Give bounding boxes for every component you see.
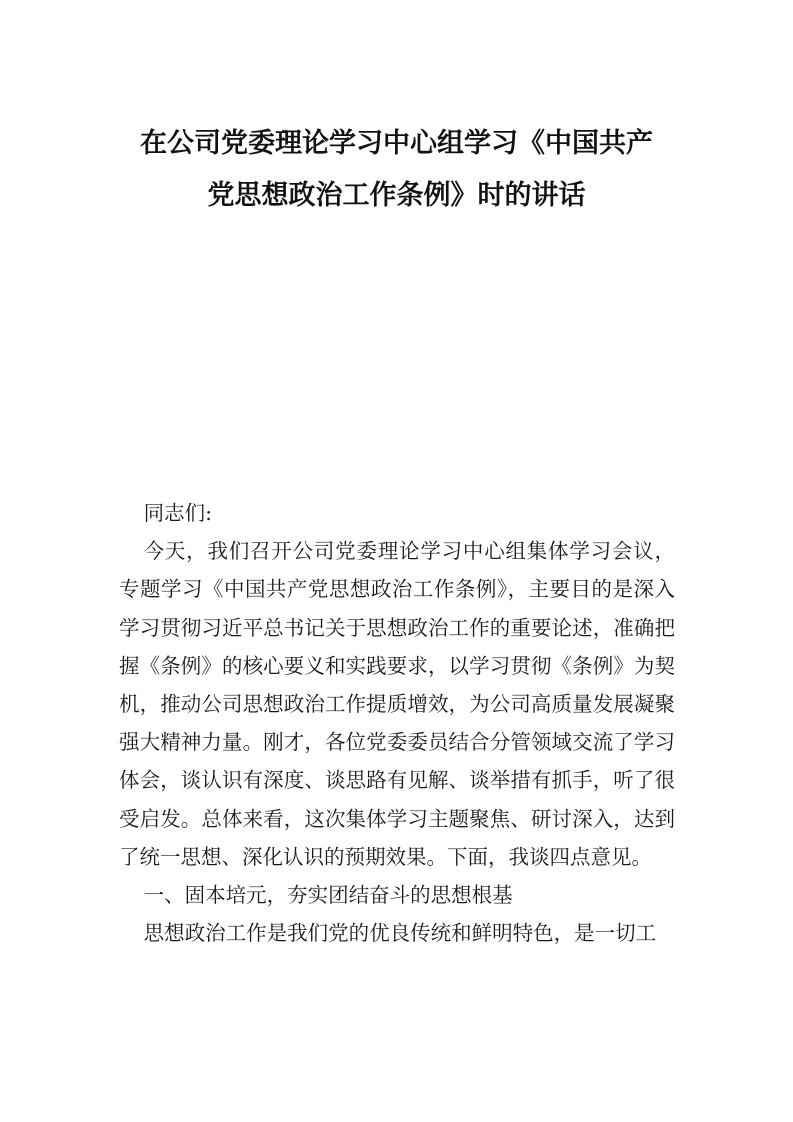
- salutation: 同志们:: [143, 501, 213, 525]
- title-line-2: 党思想政治工作条例》时的讲话: [207, 180, 586, 211]
- document-body: [119, 494, 675, 952]
- document-title: [100, 118, 693, 222]
- title-line-1: 在公司党委理论学习中心组学习《中国共产: [140, 128, 653, 159]
- paragraph-opening: 今天，我们召开公司党委理论学习中心组集体学习会议，专题学习《中国共产党思想政治工作条例》，主要目的是深入学习贯彻习近平总书记关于思想政治工作的重要论述，准确把握《条例》的核心要义和实践要求，以学习贯彻《条例》为契机，推动公司思想政治工作提质增效，为公司高质量发展凝聚强大精神力量。刚才，各位党委委员结合分管领域交流了学习体会，谈认识有深度、谈思路有见解、谈举措有抓手，听了很受启发。总体来看，这次集体学习主题聚焦、研讨深入，达到了统一思想、深化认识的预期效果。下面，我谈四点意见。: [119, 539, 675, 869]
- section-heading-1: 一、固本培元，夯实团结奋斗的思想根基: [143, 883, 513, 908]
- paragraph-section-1: 思想政治工作是我们党的优良传统和鲜明特色，是一切工: [143, 921, 657, 946]
